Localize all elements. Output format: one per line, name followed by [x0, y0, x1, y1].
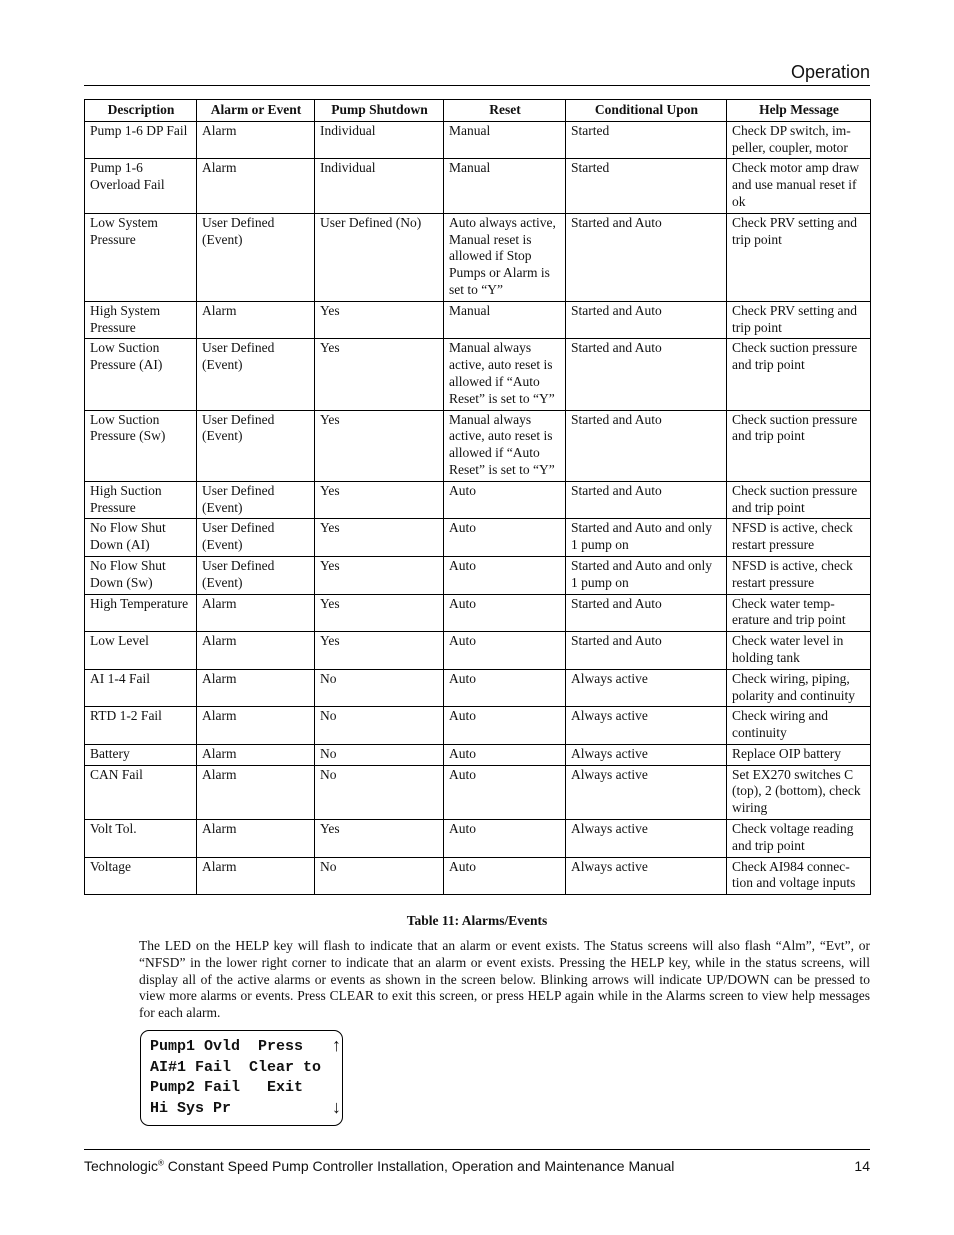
table-cell: Always active [566, 744, 727, 765]
table-caption: Table 11: Alarms/Events [406, 913, 548, 928]
table-cell: RTD 1-2 Fail [85, 707, 197, 745]
table-cell: High Suction Pressure [85, 481, 197, 519]
table-row [85, 410, 871, 481]
table-cell: Alarm [197, 301, 315, 339]
table-cell: Always active [566, 707, 727, 745]
table-cell: Auto [444, 669, 566, 707]
lcd-screen [140, 1030, 343, 1126]
table-cell: Low System Pressure [85, 213, 197, 301]
table-cell: User Defined (Event) [197, 519, 315, 557]
table-cell: Started and Auto [566, 594, 727, 632]
table-row [85, 669, 871, 707]
table-cell: Yes [315, 301, 444, 339]
page-number: 14 [854, 1158, 870, 1174]
table-cell: Set EX270 switches C (top), 2 (bottom), check wiring [727, 765, 871, 819]
lcd-line [150, 1037, 342, 1058]
registered-mark: ® [157, 1158, 164, 1168]
table-row [85, 481, 871, 519]
table-cell: Check PRV setting and trip point [727, 301, 871, 339]
table-cell: Auto [444, 481, 566, 519]
table-cell: Alarm [197, 744, 315, 765]
table-cell: Individual [315, 159, 444, 213]
column-header: Conditional Upon [566, 100, 727, 122]
table-cell: Low Suction Pressure (Sw) [85, 410, 197, 481]
table-cell: No [315, 857, 444, 895]
table-cell: Auto [444, 632, 566, 670]
table-cell: Check suction pressure and trip point [727, 410, 871, 481]
table-cell: Yes [315, 481, 444, 519]
table-cell: User Defined (No) [315, 213, 444, 301]
table-row [85, 121, 871, 159]
table-cell: Auto [444, 556, 566, 594]
table-cell: No [315, 669, 444, 707]
lcd-line-text: Pump2 Fail Exit [150, 1079, 304, 1096]
table-cell: Always active [566, 857, 727, 895]
down-arrow-icon: ↓ [331, 1098, 342, 1119]
table-cell: Auto always active, Manual reset is allowed if Stop Pumps or Alarm is set to “Y” [444, 213, 566, 301]
table-cell: High System Pressure [85, 301, 197, 339]
table-cell: CAN Fail [85, 765, 197, 819]
table-cell: Alarm [197, 159, 315, 213]
lcd-line [150, 1078, 342, 1099]
table-cell: Auto [444, 857, 566, 895]
table-row [85, 556, 871, 594]
footer-rule [84, 1149, 870, 1150]
table-cell: User Defined (Event) [197, 339, 315, 410]
table-cell: Pump 1-6 Overload Fail [85, 159, 197, 213]
table-cell: Alarm [197, 669, 315, 707]
table-cell: Started and Auto [566, 481, 727, 519]
table-cell: Auto [444, 519, 566, 557]
table-cell: Auto [444, 707, 566, 745]
table-cell: Started and Auto [566, 301, 727, 339]
table-cell: No [315, 765, 444, 819]
column-header: Help Message [727, 100, 871, 122]
table-row [85, 707, 871, 745]
table-cell: Always active [566, 669, 727, 707]
table-cell: Auto [444, 820, 566, 858]
table-cell: Started and Auto [566, 213, 727, 301]
table-cell: Check DP switch, im-peller, coupler, motor [727, 121, 871, 159]
table-cell: Voltage [85, 857, 197, 895]
table-cell: Alarm [197, 707, 315, 745]
table-cell: Started and Auto [566, 339, 727, 410]
table-cell: Alarm [197, 632, 315, 670]
up-arrow-icon: ↑ [331, 1037, 342, 1057]
table-cell: Check water temp-erature and trip point [727, 594, 871, 632]
table-cell: Individual [315, 121, 444, 159]
column-header: Pump Shutdown [315, 100, 444, 122]
column-header: Reset [444, 100, 566, 122]
table-cell: User Defined (Event) [197, 410, 315, 481]
footer-brand: Technologic [84, 1158, 158, 1174]
table-cell: Yes [315, 594, 444, 632]
table-row [85, 594, 871, 632]
table-cell: Auto [444, 744, 566, 765]
table-cell: Started and Auto [566, 632, 727, 670]
table-cell: No [315, 744, 444, 765]
table-cell: Pump 1-6 DP Fail [85, 121, 197, 159]
table-row [85, 820, 871, 858]
table-cell: Alarm [197, 594, 315, 632]
table-cell: NFSD is active, check restart pressure [727, 556, 871, 594]
table-cell: Started and Auto and only 1 pump on [566, 519, 727, 557]
table-cell: Yes [315, 556, 444, 594]
table-cell: Check water level in holding tank [727, 632, 871, 670]
table-row [85, 159, 871, 213]
section-title: Operation [790, 62, 870, 82]
table-cell: Low Suction Pressure (AI) [85, 339, 197, 410]
table-cell: Check suction pressure and trip point [727, 481, 871, 519]
table-cell: Check suction pressure and trip point [727, 339, 871, 410]
table-cell: Yes [315, 519, 444, 557]
table-cell: Manual [444, 301, 566, 339]
table-row [85, 301, 871, 339]
table-cell: Yes [315, 820, 444, 858]
table-cell: Alarm [197, 857, 315, 895]
table-cell: Auto [444, 765, 566, 819]
table-cell: Started [566, 159, 727, 213]
table-row [85, 213, 871, 301]
table-cell: Yes [315, 632, 444, 670]
table-row [85, 744, 871, 765]
lcd-line [150, 1058, 342, 1079]
table-cell: User Defined (Event) [197, 556, 315, 594]
table-row [85, 765, 871, 819]
table-cell: Yes [315, 410, 444, 481]
table-cell: High Temperature [85, 594, 197, 632]
table-cell: Started [566, 121, 727, 159]
table-cell: Auto [444, 594, 566, 632]
table-cell: No Flow Shut Down (AI) [85, 519, 197, 557]
table-cell: Check voltage reading and trip point [727, 820, 871, 858]
table-row [85, 632, 871, 670]
table-cell: Manual [444, 159, 566, 213]
table-cell: Check wiring, piping, polarity and continuity [727, 669, 871, 707]
alarms-events-table [84, 99, 871, 895]
table-row [85, 857, 871, 895]
table-cell: Check AI984 connec-tion and voltage inputs [727, 857, 871, 895]
table-cell: Alarm [197, 765, 315, 819]
table-cell: Check wiring and continuity [727, 707, 871, 745]
header-rule [84, 85, 870, 86]
table-cell: AI 1-4 Fail [85, 669, 197, 707]
table-cell: Always active [566, 820, 727, 858]
table-cell: Started and Auto [566, 410, 727, 481]
table-cell: NFSD is active, check restart pressure [727, 519, 871, 557]
table-cell: Manual always active, auto reset is allowed if “Auto Reset” is set to “Y” [444, 410, 566, 481]
body-paragraph: The LED on the HELP key will flash to indicate that an alarm or event exists. The Status screens will also flash “Alm”, “Evt”, or “NFSD” in the lower right corner to indicate that an alarm or event exists. Pressing the HELP key, while in the status screens, will display all of the active alarms or events as shown in the screen below. Blinking arrows will indicate UP/DOWN can be pressed to view more alarms or events. Press CLEAR to exit this screen, or press HELP again while in the Alarms screen to view help messages for each alarm. [139, 938, 870, 1021]
column-header: Description [85, 100, 197, 122]
table-cell: Yes [315, 339, 444, 410]
table-cell: Alarm [197, 121, 315, 159]
table-cell: Manual [444, 121, 566, 159]
table-cell: Low Level [85, 632, 197, 670]
table-cell: Check motor amp draw and use manual reset if ok [727, 159, 871, 213]
table-cell: Alarm [197, 820, 315, 858]
table-cell: Replace OIP battery [727, 744, 871, 765]
lcd-line-text: AI#1 Fail Clear to [150, 1058, 322, 1076]
footer-title-rest: Constant Speed Pump Controller Installation, Operation and Maintenance Manual [163, 1158, 675, 1174]
table-cell: No [315, 707, 444, 745]
table-header-row [85, 100, 871, 122]
table-cell: Manual always active, auto reset is allowed if “Auto Reset” is set to “Y” [444, 339, 566, 410]
lcd-line-text: Pump1 Ovld Press [150, 1038, 304, 1055]
table-cell: No Flow Shut Down (Sw) [85, 556, 197, 594]
lcd-line-text: Hi Sys Pr [150, 1099, 232, 1117]
table-cell: User Defined (Event) [197, 213, 315, 301]
table-cell: User Defined (Event) [197, 481, 315, 519]
column-header: Alarm or Event [197, 100, 315, 122]
footer-manual-title [84, 1158, 674, 1174]
table-cell: Battery [85, 744, 197, 765]
table-cell: Started and Auto and only 1 pump on [566, 556, 727, 594]
table-cell: Always active [566, 765, 727, 819]
table-cell: Check PRV setting and trip point [727, 213, 871, 301]
lcd-line [150, 1099, 342, 1120]
table-cell: Volt Tol. [85, 820, 197, 858]
table-row [85, 339, 871, 410]
table-row [85, 519, 871, 557]
